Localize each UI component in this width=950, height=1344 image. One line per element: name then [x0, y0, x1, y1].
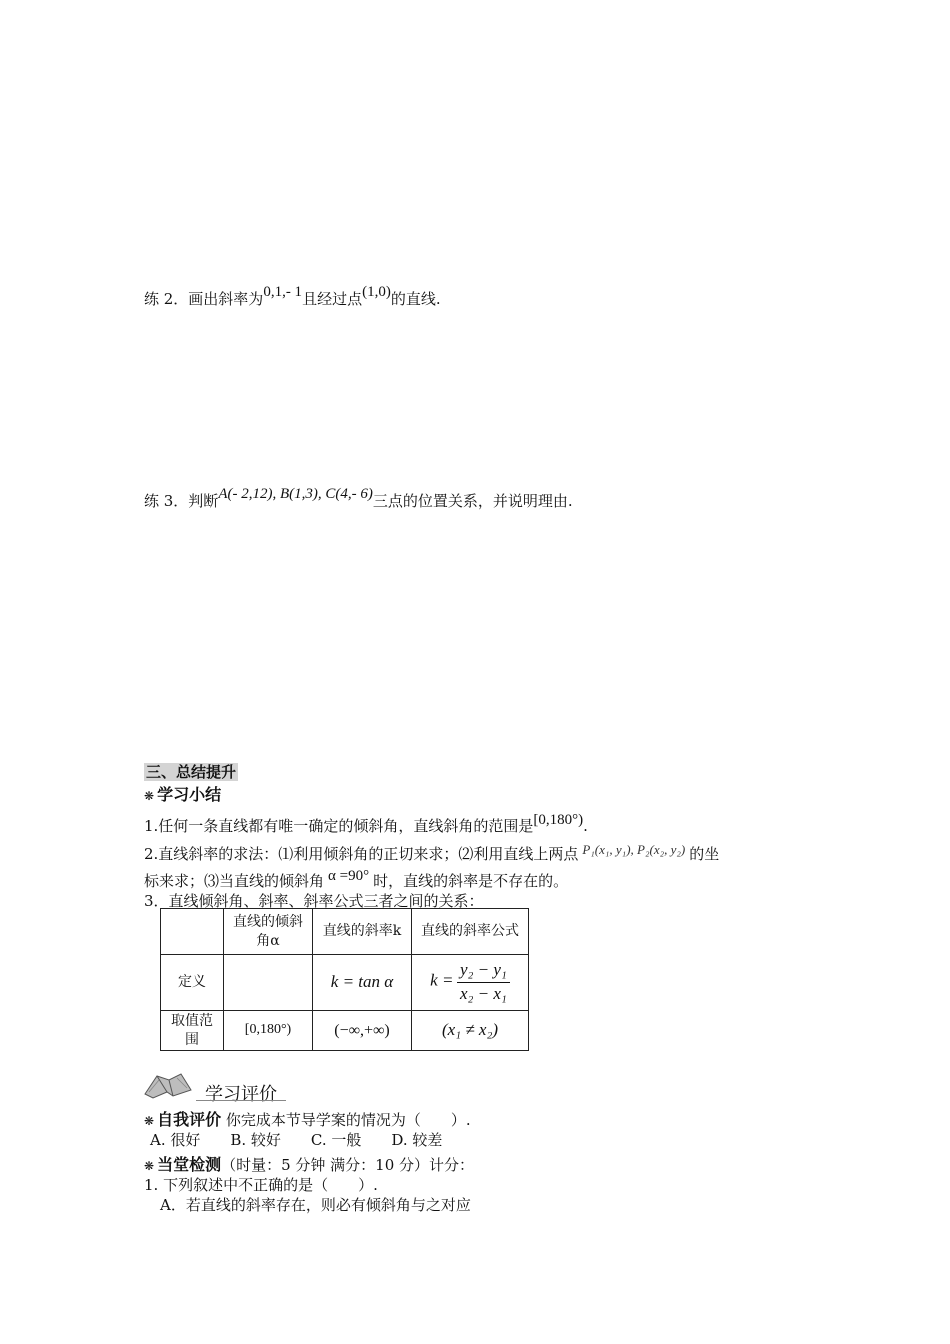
evaluation-options: A. 很好 B. 较好 C. 一般 D. 较差 — [150, 1131, 443, 1149]
table-header-formula: 直线的斜率公式 — [412, 909, 529, 955]
three-points: A(- 2,12), B(1,3), C(4,- 6) — [218, 486, 373, 502]
exercise-3 — [144, 486, 573, 511]
table-header-empty — [161, 909, 224, 955]
two-points: P₁(x₁, y₁), P₂(x₂, y₂) — [582, 842, 686, 857]
exercise-2-tail: 的直线. — [390, 290, 441, 308]
self-evaluation-text: 你完成本节导学案的情况为（ ）. — [225, 1111, 471, 1129]
table-cell-tan — [313, 955, 412, 1011]
self-evaluation — [144, 1107, 471, 1130]
summary-heading: 三、总结提升 — [146, 763, 237, 781]
summary-item-3: 3．直线倾斜角、斜率、斜率公式三者之间的关系： — [144, 892, 484, 910]
table-cell-condition: (x₁ ≠ x₂) — [412, 1011, 529, 1051]
angle-range: [0,180°) — [533, 812, 584, 828]
summary-item-1-text: 1.任何一条直线都有唯一确定的倾斜角，直线斜角的范围是 — [144, 817, 534, 835]
asterism-icon: ❋ — [144, 1159, 155, 1173]
summary-item-2 — [144, 843, 719, 864]
summary-item-1 — [144, 812, 588, 836]
table-cell-slope-range: (−∞,+∞) — [313, 1011, 412, 1051]
in-class-test-text: （时量：5 分钟 满分：10 分）计分： — [221, 1156, 475, 1174]
evaluation-title-underline — [196, 1100, 286, 1101]
exercise-2-mid: 且经过点 — [302, 290, 363, 308]
asterism-icon: ❋ — [144, 789, 155, 803]
formula-lhs: k = — [430, 970, 454, 990]
table-row-range-label: 取值范围 — [161, 1011, 224, 1051]
fraction-denominator: x₂ − x₁ — [459, 984, 507, 1003]
exercise-2 — [144, 284, 441, 309]
summary-item-1-end: . — [583, 817, 588, 835]
summary-item-2-text-c: 标来求；⑶当直线的倾斜角 — [144, 872, 325, 890]
question-1-option-a: A．若直线的斜率存在，则必有倾斜角与之对应 — [160, 1196, 471, 1214]
open-book-icon — [143, 1070, 193, 1100]
summary-item-2-cont — [144, 870, 568, 891]
slope-fraction — [457, 959, 510, 1006]
point-value: (1,0) — [362, 284, 391, 300]
study-summary-heading — [144, 782, 221, 805]
in-class-test — [144, 1152, 474, 1175]
table-cell-empty — [224, 955, 313, 1011]
asterism-icon: ❋ — [144, 1114, 155, 1128]
slope-values: 0,1,- 1 — [263, 284, 303, 300]
right-angle: α =90° — [328, 868, 370, 884]
tan-formula: k = tan α — [330, 972, 394, 992]
summary-item-2-text-a: 2.直线斜率的求法：⑴利用倾斜角的正切来求；⑵利用直线上两点 — [144, 845, 579, 863]
exercise-3-label: 练 3．判断 — [144, 492, 219, 510]
summary-item-2-text-b: 的坐 — [689, 845, 720, 863]
table-cell-slope-formula — [412, 955, 529, 1011]
relationship-table — [160, 908, 529, 1051]
table-cell-angle-range: [0,180°) — [224, 1011, 313, 1051]
exercise-2-label: 练 2．画出斜率为 — [144, 290, 264, 308]
self-evaluation-label: 自我评价 — [157, 1110, 222, 1129]
in-class-test-label: 当堂检测 — [157, 1155, 222, 1174]
study-summary-label: 学习小结 — [157, 785, 222, 804]
table-header-row — [161, 909, 529, 955]
table-header-slope: 直线的斜率k — [313, 909, 412, 955]
section-heading — [144, 761, 238, 782]
summary-item-2-text-d: 时，直线的斜率是不存在的。 — [373, 872, 569, 890]
table-row-definition-label: 定义 — [161, 955, 224, 1011]
fraction-numerator: y₂ − y₁ — [457, 959, 510, 983]
table-header-angle: 直线的倾斜角α — [224, 909, 313, 955]
question-1: 1. 下列叙述中不正确的是（ ）. — [144, 1176, 378, 1194]
table-row-range — [161, 1011, 529, 1051]
evaluation-title: 学习评价 — [205, 1084, 277, 1105]
exercise-3-tail: 三点的位置关系，并说明理由. — [372, 492, 573, 510]
table-row-definition — [161, 955, 529, 1011]
